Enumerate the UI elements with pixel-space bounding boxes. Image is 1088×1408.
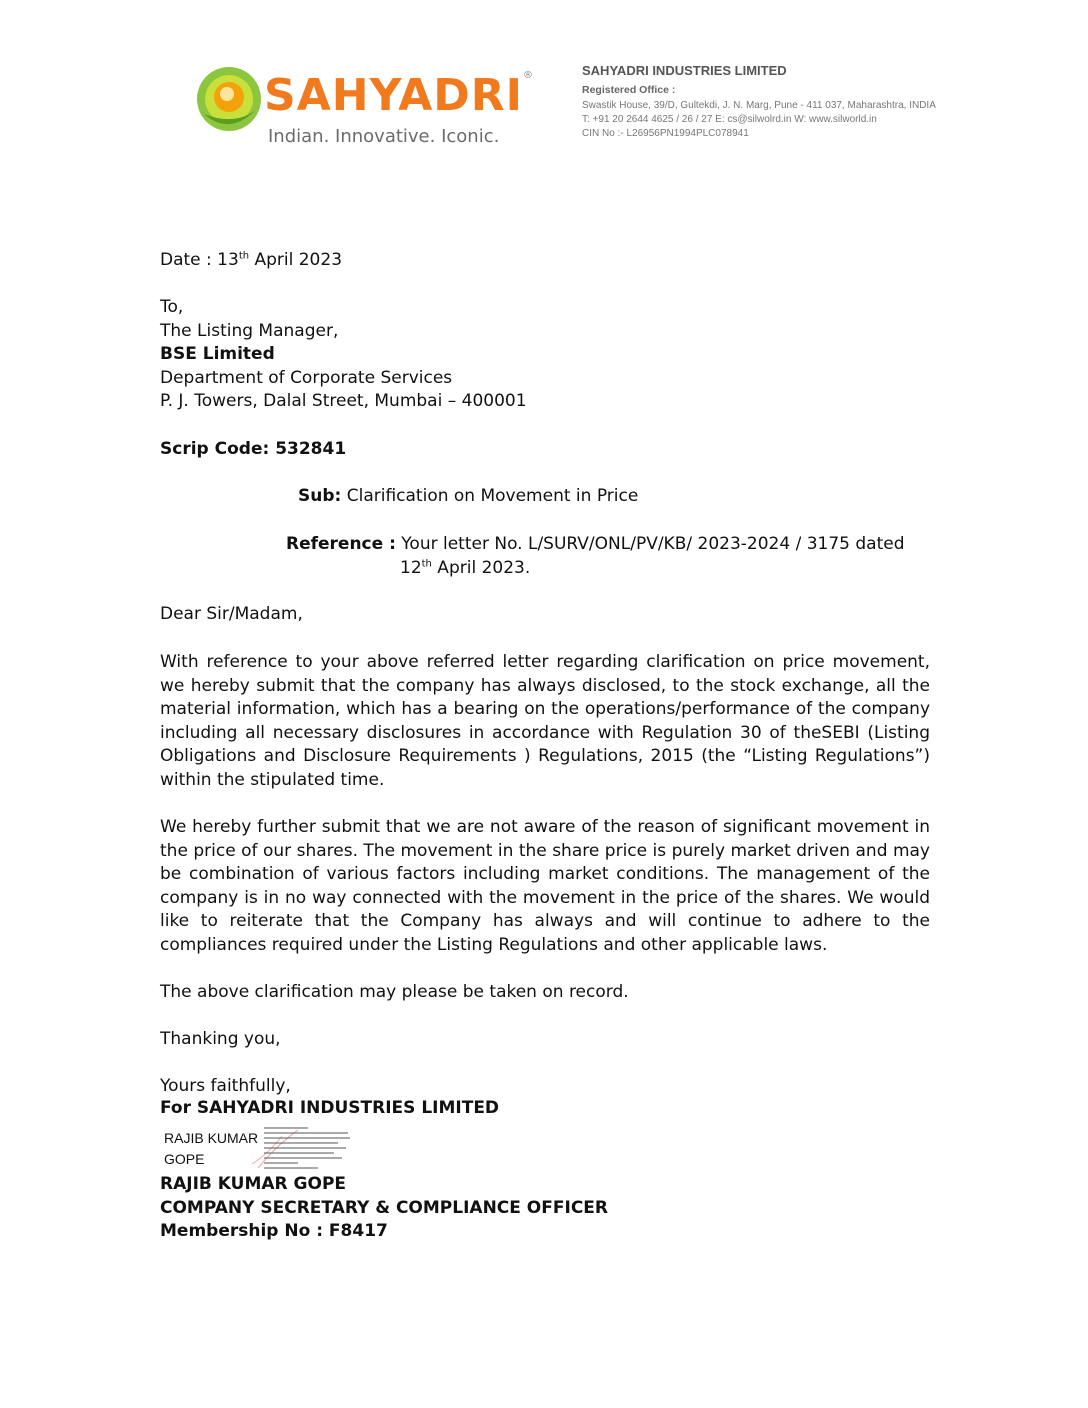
sahyadri-sun-leaf-icon: [194, 64, 264, 134]
recipient-block: [160, 296, 930, 414]
subject-line: Sub: Clarification on Movement in Price: [298, 486, 639, 506]
recipient-org: BSE Limited: [160, 344, 275, 364]
signatory-membership: Membership No : F8417: [160, 1221, 388, 1241]
registered-office-label: Registered Office :: [582, 84, 676, 96]
letterhead-company-name: SAHYADRI INDUSTRIES LIMITED: [582, 63, 787, 78]
digital-signature: [160, 1124, 420, 1174]
company-logo: [190, 62, 535, 152]
thanks-line: Thanking you,: [160, 1029, 281, 1049]
recipient-to: To,: [160, 297, 184, 317]
letterhead-info: [582, 63, 982, 142]
reference-line: Reference : Your letter No. L/SURV/ONL/PV/KB/ 2023-2024 / 3175 dated 12th April 2023.: [286, 534, 905, 578]
closing-line: Yours faithfully,: [160, 1076, 291, 1096]
cin-number: CIN No :- L26956PN1994PLC078941: [582, 128, 749, 139]
logo-wordmark: SAHYADRI®: [264, 70, 535, 121]
letter-date: Date : 13th April 2023: [160, 250, 343, 270]
scrip-code: Scrip Code: 532841: [160, 439, 347, 459]
for-company-line: For SAHYADRI INDUSTRIES LIMITED: [160, 1098, 500, 1118]
signature-signer-name: RAJIB KUMAR GOPE: [164, 1130, 259, 1167]
body-paragraph-3: The above clarification may please be taken on record.: [160, 982, 629, 1002]
salutation: Dear Sir/Madam,: [160, 604, 303, 624]
recipient-dept: Department of Corporate Services: [160, 367, 453, 388]
registered-address: Swastik House, 39/D, Gultekdi, J. N. Marg, Pune - 411 037, Maharashtra, INDIA: [582, 100, 936, 111]
signatory-block: [160, 1173, 930, 1244]
contact-details: T: +91 20 2644 4625 / 26 / 27 E: cs@silwolrd.in W: www.silworld.in: [582, 114, 877, 125]
signatory-designation: COMPANY SECRETARY & COMPLIANCE OFFICER: [160, 1197, 608, 1218]
body-paragraph-1: With reference to your above referred letter regarding clarification on price movement, we hereby submit that the company has always disclosed, to the stock exchange, all the material information, which has a bearing on the operations/performance of the company including all necessary disclosures in accordance with Regulation 30 of theSEBI (Listing Obligations and Disclosure Requirements ) Regulations, 2015 (the “Listing Regulations”) within the stipulated time.: [160, 652, 930, 790]
logo-tagline: Indian. Innovative. Iconic.: [268, 126, 500, 147]
recipient-title: The Listing Manager,: [160, 320, 339, 341]
signatory-name: RAJIB KUMAR GOPE: [160, 1174, 347, 1194]
recipient-address: P. J. Towers, Dalal Street, Mumbai – 400001: [160, 391, 527, 411]
body-paragraph-2: We hereby further submit that we are not aware of the reason of significant movement in the price of our shares. The movement in the share price is purely market driven and may be combination of various factors including market conditions. The management of the company is in no way connected with the movement in the price of the shares. We would like to reiterate that the Company has always and will continue to adhere to the compliances required under the Listing Regulations and other applicable laws.: [160, 817, 930, 955]
signature-stamp-icon: [238, 1124, 358, 1172]
